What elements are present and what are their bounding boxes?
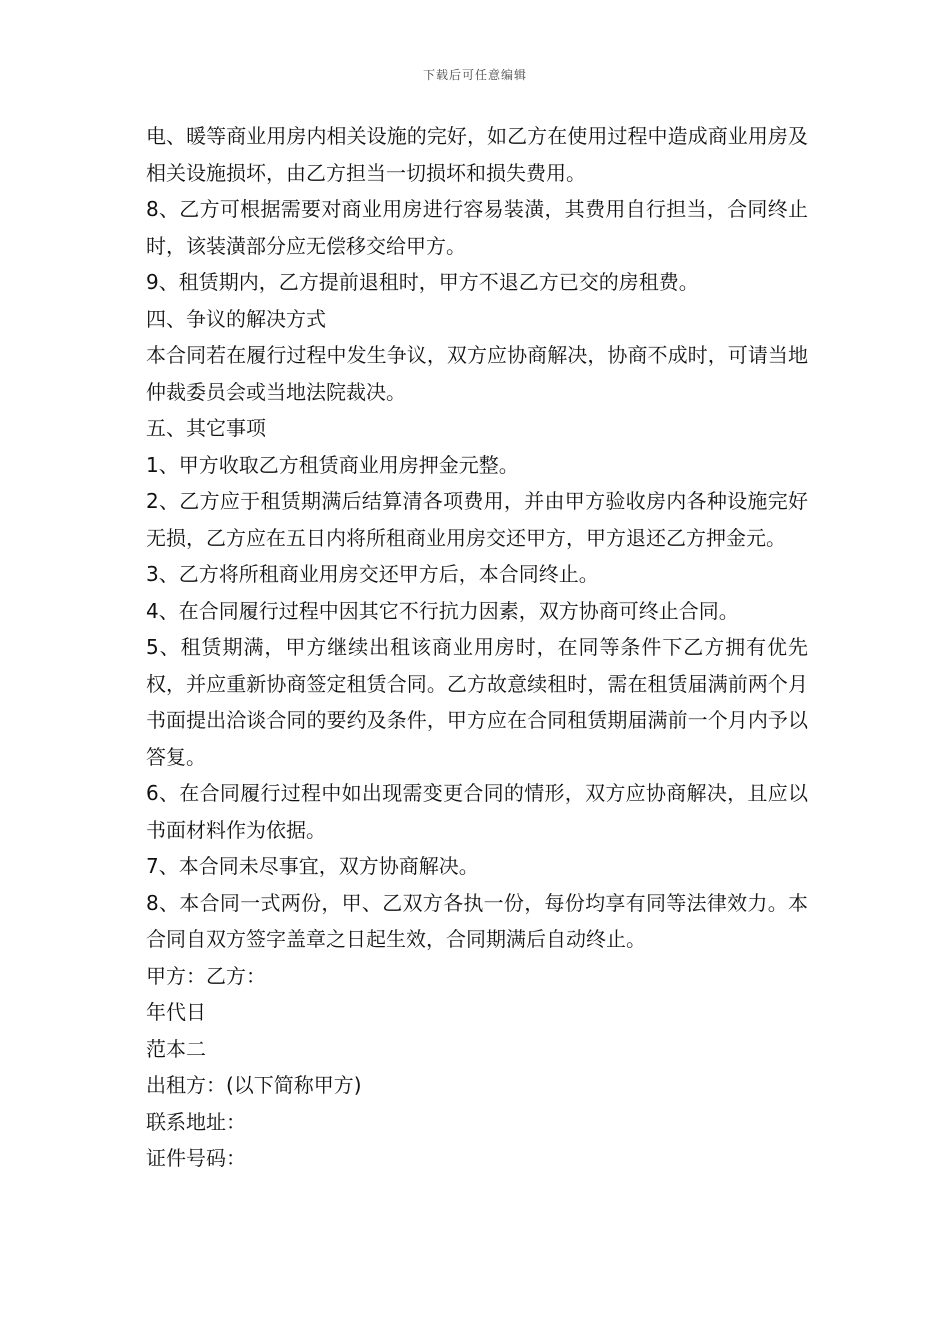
section-heading-dispute: 四、争议的解决方式	[146, 306, 326, 331]
signature-parties: 甲方：乙方：	[146, 963, 266, 988]
paragraph-other-6-amendment: 6、在合同履行过程中如出现需变更合同的情形，双方应协商解决，且应以书面材料作为依据。	[146, 781, 808, 842]
paragraph-other-8-copies: 8、本合同一式两份，甲、乙双方各执一份，每份均享有同等法律效力。本合同自双方签字盖章之日起生效，合同期满后自动终止。	[146, 890, 808, 951]
id-number-line: 证件号码：	[146, 1146, 246, 1170]
paragraph-other-3-termination: 3、乙方将所租商业用房交还甲方后，本合同终止。	[146, 562, 599, 586]
paragraph-other-7-unresolved: 7、本合同未尽事宜，双方协商解决。	[146, 854, 479, 878]
paragraph-clause-9-early-termination: 9、租赁期内，乙方提前退租时，甲方不退乙方已交的房租费。	[146, 270, 699, 294]
page-header: 下载后可任意编辑	[422, 68, 527, 82]
template-2-title: 范本二	[146, 1036, 206, 1061]
paragraph-facilities: 电、暖等商业用房内相关设施的完好，如乙方在使用过程中造成商业用房及相关设施损坏，由乙方担当一切损坏和损失费用。	[146, 124, 808, 185]
section-heading-other: 五、其它事项	[146, 416, 266, 440]
signature-date: 年代日	[146, 1000, 206, 1024]
document-body	[146, 118, 808, 1177]
paragraph-dispute-resolution: 本合同若在履行过程中发生争议，双方应协商解决，协商不成时，可请当地仲裁委员会或当地法院裁决。	[146, 343, 808, 404]
address-line: 联系地址：	[146, 1109, 246, 1134]
paragraph-clause-8-decoration: 8、乙方可根据需要对商业用房进行容易装潢，其费用自行担当，合同终止时，该装潢部分应无偿移交给甲方。	[146, 197, 808, 258]
paragraph-other-5-renewal: 5、租赁期满，甲方继续出租该商业用房时，在同等条件下乙方拥有优先权，并应重新协商签定租赁合同。乙方故意续租时，需在租赁届满前两个月书面提出洽谈合同的要约及条件，甲方应在合同租赁期届满前一个月内予以答复。	[146, 635, 808, 769]
paragraph-other-4-force-majeure: 4、在合同履行过程中因其它不行抗力因素，双方协商可终止合同。	[146, 598, 739, 623]
lessor-line: 出租方：(以下简称甲方)	[146, 1073, 362, 1097]
paragraph-other-2-settlement: 2、乙方应于租赁期满后结算清各项费用，并由甲方验收房内各种设施完好无损，乙方应在五日内将所租商业用房交还甲方，甲方退还乙方押金元。	[146, 489, 808, 550]
paragraph-other-1-deposit: 1、甲方收取乙方租赁商业用房押金元整。	[146, 452, 519, 477]
